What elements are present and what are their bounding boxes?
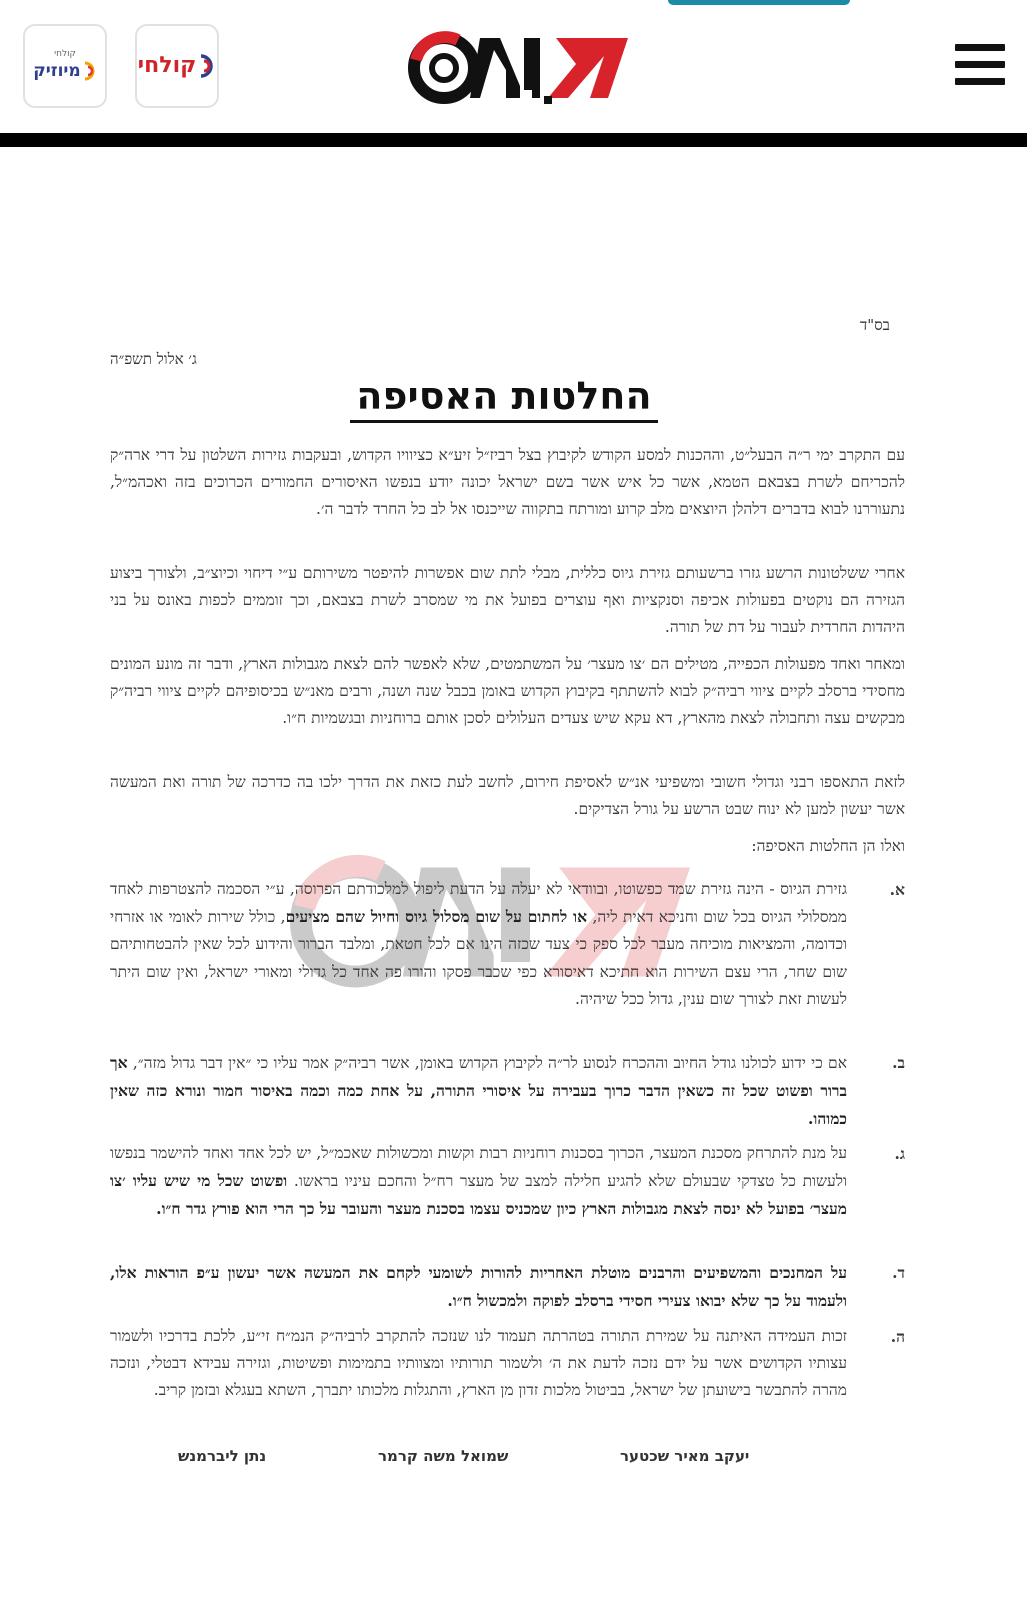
decision-item (110, 1140, 905, 1224)
decision-text: על מנת להתרחק מסכנת המעצר, הכרוך בסכנות רוחניות רבות וקשות ומכשולות שאכמ״ל, יש לכל אחד ואחד להישמר בנפשו ולעשות כל טצדקי שבעולם שלא להגיע חלילה למצב של מעצר רח״ל והחכם עיניו בראשו. (110, 1144, 847, 1191)
kolhai-app-label: קולחי (137, 53, 197, 78)
music-swirl-icon (83, 61, 97, 81)
decision-bold-text: אך ברור ופשוט שכל זה כשאין הדבר כרוך בעבירה על איסורי התורה, על אחת כמה וכמה באיסור חמור ונורא כזה שאין כמוהו. (110, 1053, 847, 1129)
decision-item (110, 876, 905, 1013)
paragraph-arrest-orders: ומאחר ואחד מפעולות הכפייה, מטילים הם ׳צו מעצר׳ על המשתמטים, שלא לאפשר להם לצאת מגבולות הארץ, ודבר זה מונע המונים מחסידי ברסלב לקיים ציווי רביה״ק לבוא להשתתף בקיבוץ הקדוש באומן בכבל שנה ושנה, ורבים מאנ״ש בכיסופיהם לקיים ציווי רביה״ק מבקשים עצה ותחבולה לצאת מהארץ, דא עקא שיש צעדים העלולים לסכן אותם ברוחניות ובגשמיות ח״ו. (110, 655, 905, 728)
decision-bold-text: ופשוט שכל מי שיש עליו ׳צו מעצר׳ בפועל לא ינסה לצאת מגבולות הארץ כיון שמכניס עצמו בסכנת מעצר והעובר על כך הרי הוא פורץ גדר ח״ו. (110, 1171, 847, 1219)
logo-letters (470, 38, 628, 104)
music-app-label: מיוזיק (33, 61, 81, 81)
decision-marker: א. (889, 880, 905, 899)
decision-marker: ה. (890, 1327, 905, 1346)
music-app-small-label: קולחי (54, 49, 76, 59)
music-app-button[interactable] (23, 24, 107, 108)
decision-text: אם כי ידוע לכולנו גודל החיוב וההכרח לנסוע לר״ה לקיבוץ הקדוש באומן, אשר רביה״ק אמר עליו כי ״אין דבר גדול מזה״, (127, 1054, 847, 1072)
decision-marker: ד. (892, 1263, 905, 1282)
app-header (0, 0, 1027, 133)
paragraph-intro: עם התקרב ימי ר״ה הבעל״ט, וההכנות למסע הקודש לקיבוץ בצל רביז״ל זיע״א כציוויו הקדוש, ובעקבות גזירות השלטון על דרי ארה״ק להכריחם לשרת בצבאם הטמא, אשר כל איש אשר בשם ישראל יכונה יודע בנפשו האיסורים החמורים הכרוכים בזה ואכהמ״ל, נתעוררנו לבוא בדברים דלהלן היוצאים מלב קרוע ומורתח בתקווה שייכנסו אל לב כל החרד לדבר ה׳. (110, 446, 905, 519)
signature-1: יעקב מאיר שכטער (620, 1447, 750, 1465)
paragraph-background: אחרי ששלטונות הרשע גזרו ברשעותם גזירת גיוס כללית, מבלי לתת שום אפשרות להיפטר משירותם ע״י דיחוי וכיוצ״ב, ולצורך ביצוע הגזירה הם נוקטים בפעולות אכיפה וסנקציות ואף עוצרים בפועל את מי שמסרב לשרת בצבאם, וכך זוממים לכפות באונס על בני היהדות החרדית לעבור על דת של תורה. (110, 564, 905, 637)
decision-text: גזירת הגיוס - הינה גזירת שמד כפשוטו, ובוודאי לא יעלה על הדעת ליפול למלכודתם הפרוסה, ע״י הסכמה להצטרפות לאחד ממסלולי הגיוס בכל שום וחניכא דאית ליה, (110, 880, 847, 927)
kolhai-app-button[interactable] (135, 24, 219, 108)
top-indicator (668, 0, 850, 5)
header-divider (0, 133, 1027, 147)
decision-item (110, 1259, 905, 1315)
logo-ring-icon (414, 37, 474, 98)
signature-3: נתן ליברמנש (178, 1447, 267, 1465)
paragraph-decisions-heading: ואלו הן החלטות האסיפה: (751, 837, 905, 855)
site-logo[interactable] (408, 30, 628, 106)
hamburger-menu-icon[interactable] (955, 44, 1005, 86)
decision-marker: ג. (894, 1144, 905, 1163)
bsd-heading: בס"ד (860, 316, 890, 334)
decision-bold-text: או לחתום על שום מסלול גיוס וחיול שהם מציעים (285, 907, 588, 927)
document-title: החלטות האסיפה (350, 372, 658, 423)
decision-item (110, 1049, 905, 1134)
document-date: ג׳ אלול תשפ״ה (110, 350, 197, 368)
decision-marker: ב. (892, 1053, 905, 1072)
paragraph-assembly: לזאת התאספו רבני וגדולי חשובי ומשפיעי אנ״ש לאסיפת חירום, לחשב לעת כזאת את הדרך ילכו בה כדרכה של תורה ואת המעשה אשר יעשון למען לא ינוח שבט הרשע על גורל הצדיקים. (110, 773, 905, 819)
decision-bold-text: על המחנכים והמשפיעים והרבנים מוטלת האחריות להורות לשומעי לקחם את המעשה אשר יעשון ע״פ הוראות אלו, ולעמוד על כך שלא יבואו צעירי חסידי ברסלב לפוקה ולמכשול ח״ו. (110, 1263, 847, 1311)
signature-2: שמואל משה קרמר (378, 1447, 509, 1465)
decision-text-end: , כולל שירות לאומי או אזרחי וכדומה, והמציאות מוכיחה מעבר לכל ספק כי צעד שכזה הינו אם לכל חטאת, ומלבד הברור והידוע לכל שאין להבטחותיהם שום שחר, הרי עצם השירות הוא חתיכא דאיסורא כפי שכבר פסקו והורו פה אחד כל גדולי ומאורי ישראל, ואין שום היתר לעשות זאת לצורך שום ענין, גדול ככל שיהיה. (110, 908, 847, 1008)
decision-text: זכות העמידה האיתנה על שמירת התורה בטהרתה תעמוד לנו שנזכה להתקרב לרביה״ק הנמ״ח זי״ע, ללכת בדרכיו ולשמור עצותיו הקדושים אשר על ידם נזכה לדעת את ה׳ ולשמור תורותיו ומצוותיו בתמימות ופשיטות, וגזירה עבידא דבטלי, ונזכה מהרה להתבשר בישועתן של ישראל, בביטול מלכות זדון מן הארץ, והתגלות מלכותו יתברך, השתא בעגלא ובזמן קריב. (110, 1327, 847, 1400)
decision-item (110, 1323, 905, 1405)
kolhai-swirl-icon (198, 53, 216, 79)
